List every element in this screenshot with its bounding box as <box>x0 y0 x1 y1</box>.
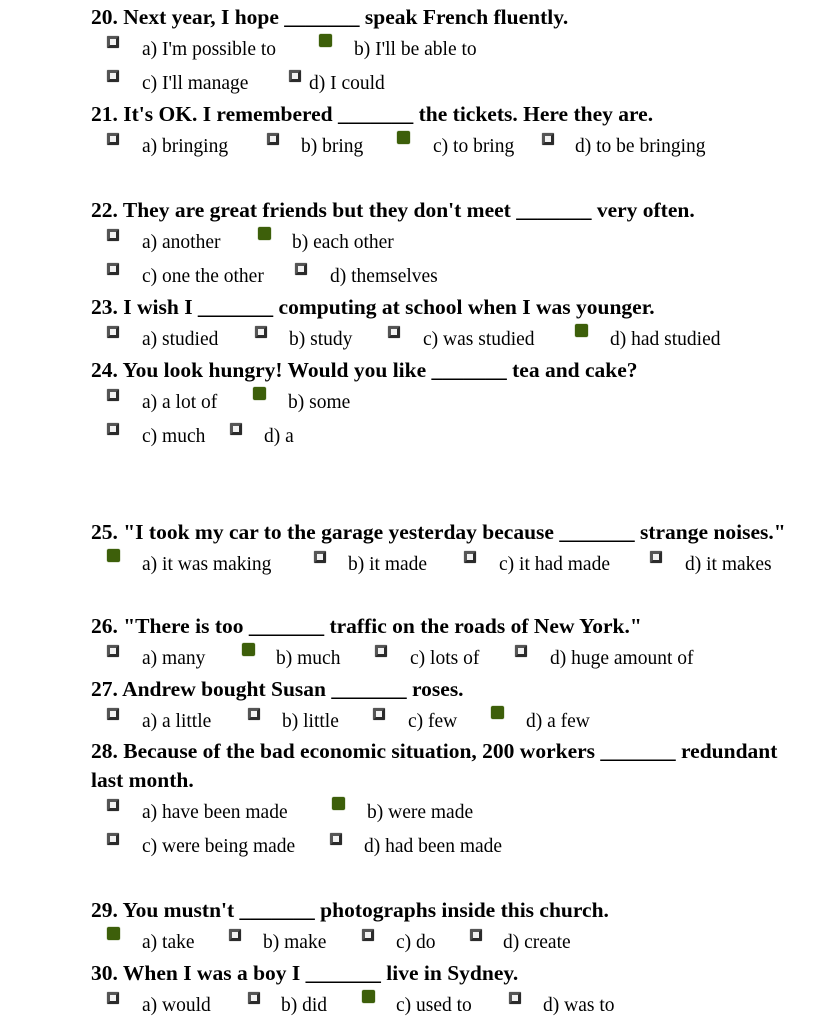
option-label: a) studied <box>142 329 219 350</box>
question-29 <box>91 896 806 959</box>
option-label: a) another <box>142 232 221 253</box>
checkbox-unchecked[interactable] <box>515 645 527 657</box>
question-20 <box>91 3 806 100</box>
checkbox-unchecked[interactable] <box>107 833 119 845</box>
checkbox-checked[interactable] <box>107 927 120 940</box>
option-row <box>91 32 806 66</box>
option-label: d) a few <box>526 711 590 732</box>
checkbox-unchecked[interactable] <box>255 326 267 338</box>
checkbox-checked[interactable] <box>319 34 332 47</box>
option-label: c) it had made <box>499 554 610 575</box>
option-label: b) bring <box>301 136 364 157</box>
checkbox-unchecked[interactable] <box>107 70 119 82</box>
checkbox-checked[interactable] <box>258 227 271 240</box>
option-label: b) little <box>282 711 339 732</box>
checkbox-checked[interactable] <box>575 324 588 337</box>
checkbox-checked[interactable] <box>362 990 375 1003</box>
option-label: a) have been made <box>142 802 288 823</box>
checkbox-unchecked[interactable] <box>375 645 387 657</box>
option-row <box>91 225 806 259</box>
option-row <box>91 66 806 100</box>
option-row <box>91 385 806 419</box>
checkbox-unchecked[interactable] <box>107 133 119 145</box>
option-row <box>91 129 806 163</box>
option-label: d) was to <box>543 995 615 1016</box>
checkbox-unchecked[interactable] <box>373 708 385 720</box>
option-label: b) much <box>276 648 341 669</box>
option-label: d) huge amount of <box>550 648 694 669</box>
option-label: d) create <box>503 932 571 953</box>
option-label: c) one the other <box>142 266 264 287</box>
option-label: c) lots of <box>410 648 480 669</box>
option-label: b) each other <box>292 232 394 253</box>
option-row <box>91 547 806 581</box>
question-text: 27. Andrew bought Susan _______ roses. <box>91 677 464 701</box>
option-row <box>91 795 806 829</box>
option-label: a) take <box>142 932 195 953</box>
option-label: a) I'm possible to <box>142 39 277 60</box>
question-text: 25. "I took my car to the garage yesterday because _______ strange noises." <box>91 520 786 544</box>
checkbox-checked[interactable] <box>397 131 410 144</box>
question-text: 30. When I was a boy I _______ live in Sydney. <box>91 961 519 985</box>
checkbox-checked[interactable] <box>242 643 255 656</box>
checkbox-unchecked[interactable] <box>107 423 119 435</box>
option-label: c) to bring <box>433 136 515 157</box>
checkbox-unchecked[interactable] <box>362 929 374 941</box>
checkbox-unchecked[interactable] <box>542 133 554 145</box>
option-row <box>91 704 806 738</box>
checkbox-unchecked[interactable] <box>107 263 119 275</box>
option-row <box>91 641 806 675</box>
checkbox-unchecked[interactable] <box>107 708 119 720</box>
checkbox-unchecked[interactable] <box>107 36 119 48</box>
question-text: 21. It's OK. I remembered _______ the tickets. Here they are. <box>91 102 654 126</box>
question-text: 29. You mustn't _______ photographs inside this church. <box>91 898 609 922</box>
option-label: c) I'll manage <box>142 73 249 94</box>
option-label: b) study <box>289 329 353 350</box>
checkbox-unchecked[interactable] <box>464 551 476 563</box>
question-24 <box>91 356 806 453</box>
checkbox-unchecked[interactable] <box>509 992 521 1004</box>
question-27 <box>91 675 806 738</box>
checkbox-unchecked[interactable] <box>289 70 301 82</box>
option-row <box>91 259 806 293</box>
option-label: a) a lot of <box>142 392 218 413</box>
question-text: 23. I wish I _______ computing at school when I was younger. <box>91 295 655 319</box>
option-label: b) I'll be able to <box>354 39 477 60</box>
checkbox-unchecked[interactable] <box>330 833 342 845</box>
checkbox-unchecked[interactable] <box>295 263 307 275</box>
checkbox-checked[interactable] <box>253 387 266 400</box>
option-row <box>91 829 806 863</box>
option-label: d) had been made <box>364 836 503 857</box>
option-label: c) were being made <box>142 836 296 857</box>
question-text: 22. They are great friends but they don't meet _______ very often. <box>91 198 695 222</box>
checkbox-unchecked[interactable] <box>470 929 482 941</box>
option-label: d) it makes <box>685 554 772 575</box>
option-label: b) it made <box>348 554 428 575</box>
question-text: 20. Next year, I hope _______ speak French fluently. <box>91 5 569 29</box>
checkbox-unchecked[interactable] <box>248 708 260 720</box>
option-label: b) make <box>263 932 327 953</box>
option-row <box>91 322 806 356</box>
option-label: b) some <box>288 392 351 413</box>
option-row <box>91 925 806 959</box>
question-30 <box>91 959 806 1022</box>
checkbox-unchecked[interactable] <box>229 929 241 941</box>
checkbox-unchecked[interactable] <box>314 551 326 563</box>
option-label: a) many <box>142 648 206 669</box>
option-label: d) I could <box>309 73 385 94</box>
checkbox-unchecked[interactable] <box>388 326 400 338</box>
checkbox-checked[interactable] <box>107 549 120 562</box>
option-label: d) themselves <box>330 266 438 287</box>
checkbox-unchecked[interactable] <box>267 133 279 145</box>
question-28 <box>91 737 806 863</box>
question-25 <box>91 518 806 581</box>
checkbox-unchecked[interactable] <box>107 229 119 241</box>
question-text: 26. "There is too _______ traffic on the roads of New York." <box>91 614 642 638</box>
option-label: d) a <box>264 426 294 447</box>
option-label: c) much <box>142 426 206 447</box>
option-label: a) a little <box>142 711 212 732</box>
checkbox-unchecked[interactable] <box>248 992 260 1004</box>
question-26 <box>91 612 806 675</box>
option-label: c) do <box>396 932 436 953</box>
checkbox-unchecked[interactable] <box>107 799 119 811</box>
question-text: 24. You look hungry! Would you like _______ tea and cake? <box>91 358 638 382</box>
option-label: a) bringing <box>142 136 229 157</box>
checkbox-unchecked[interactable] <box>650 551 662 563</box>
option-label: c) few <box>408 711 458 732</box>
checkbox-unchecked[interactable] <box>230 423 242 435</box>
option-label: c) was studied <box>423 329 535 350</box>
question-23 <box>91 293 806 356</box>
option-label: b) did <box>281 995 328 1016</box>
question-22 <box>91 196 806 293</box>
question-21 <box>91 100 806 163</box>
checkbox-unchecked[interactable] <box>107 645 119 657</box>
option-label: a) would <box>142 995 211 1016</box>
checkbox-unchecked[interactable] <box>107 326 119 338</box>
option-label: d) had studied <box>610 329 721 350</box>
checkbox-unchecked[interactable] <box>107 389 119 401</box>
option-label: c) used to <box>396 995 472 1016</box>
checkbox-checked[interactable] <box>332 797 345 810</box>
option-label: b) were made <box>367 802 474 823</box>
option-label: a) it was making <box>142 554 272 575</box>
option-row <box>91 419 806 453</box>
option-label: d) to be bringing <box>575 136 706 157</box>
checkbox-unchecked[interactable] <box>107 992 119 1004</box>
question-text: 28. Because of the bad economic situation, 200 workers _______ redundant last month. <box>91 739 778 792</box>
option-row <box>91 988 806 1022</box>
checkbox-checked[interactable] <box>491 706 504 719</box>
